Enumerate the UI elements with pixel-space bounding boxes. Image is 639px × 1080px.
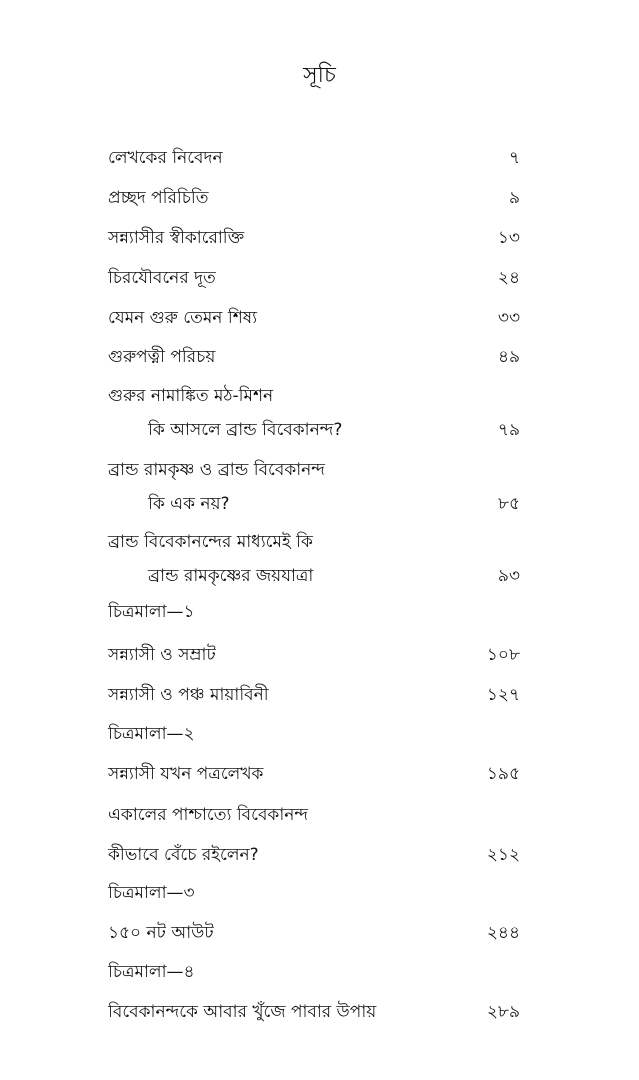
toc-entry <box>108 306 520 330</box>
toc-entry-page: ৭ <box>508 148 520 168</box>
toc-entry-page: ২৮৯ <box>486 1002 520 1022</box>
toc-entry-page: ২৪৪ <box>486 923 520 943</box>
toc-entry <box>108 266 520 290</box>
toc-entry-label: চিত্রমালা—৪ <box>108 962 195 982</box>
toc-entry-page: ৯ <box>508 188 520 208</box>
toc-entry-label: লেখকের নিবেদন <box>108 148 223 168</box>
toc-entry-label: ১৫০ নট আউট <box>108 923 214 943</box>
toc-entry <box>108 1000 520 1024</box>
toc-entry-label: প্রচ্ছদ পরিচিতি <box>108 188 209 208</box>
page-title: সূচি <box>303 63 336 88</box>
toc-entry-page: ৪৯ <box>497 347 520 367</box>
toc-entry-label: সন্ন্যাসী ও সম্রাট <box>108 645 216 665</box>
toc-entry-page: ৩৩ <box>497 308 520 328</box>
toc-entry <box>108 345 520 369</box>
toc-entry-label: ব্রান্ড বিবেকানন্দের মাধ্যমেই কি <box>108 532 313 552</box>
toc-entry-label: চিত্রমালা—১ <box>108 602 195 622</box>
toc-entry-label: বিবেকানন্দকে আবার খুঁজে পাবার উপায় <box>108 1002 377 1022</box>
toc-entry <box>108 643 520 667</box>
toc-entry-label: চিরযৌবনের দূত <box>108 268 216 288</box>
toc-entry-subtitle: কি এক নয়? <box>148 494 230 514</box>
toc-entry <box>108 600 520 624</box>
toc-entry-label: একালের পাশ্চাত্যে বিবেকানন্দ <box>108 805 309 825</box>
toc-entry-label: ব্রান্ড রামকৃষ্ণ ও ব্রান্ড বিবেকানন্দ <box>108 460 325 480</box>
toc-entry <box>108 384 520 442</box>
toc-entry <box>108 722 520 746</box>
toc-entry <box>108 762 520 786</box>
toc-entry-label: সন্ন্যাসী যখন পত্রলেখক <box>108 764 264 784</box>
toc-entry <box>108 530 520 588</box>
toc-entry <box>108 146 520 170</box>
toc-entry-page: ১৩ <box>497 228 520 248</box>
toc-entry <box>108 921 520 945</box>
toc-entry-label: চিত্রমালা—৩ <box>108 883 195 903</box>
toc-entry <box>108 226 520 250</box>
toc-entry-label: যেমন গুরু তেমন শিষ্য <box>108 308 258 328</box>
toc-entry-page: ৮৫ <box>497 494 520 514</box>
toc-entry-label: চিত্রমালা—২ <box>108 724 195 744</box>
toc-entry-subtitle: কি আসলে ব্রান্ড বিবেকানন্দ? <box>148 420 343 440</box>
toc-entry <box>108 843 520 867</box>
toc-entry <box>108 186 520 210</box>
toc-entry <box>108 683 520 707</box>
toc-entry-page: ৭৯ <box>497 420 520 440</box>
toc-entry-label: কীভাবে বেঁচে রইলেন? <box>108 845 259 865</box>
toc-entry-page: ১০৮ <box>486 645 520 665</box>
toc-entry-label: গুরুপত্নী পরিচয় <box>108 347 216 367</box>
toc-entry-page: ২১২ <box>486 845 520 865</box>
toc-entry <box>108 960 520 984</box>
toc-entry-label: সন্ন্যাসীর স্বীকারোক্তি <box>108 228 245 248</box>
toc-entry-page: ১২৭ <box>486 685 520 705</box>
toc-entry-subtitle: ব্রান্ড রামকৃষ্ণের জয়যাত্রা <box>148 566 314 586</box>
toc-entry-page: ৯৩ <box>497 566 520 586</box>
toc-entry-label: সন্ন্যাসী ও পঞ্চ মায়াবিনী <box>108 685 269 705</box>
toc-entry-label: গুরুর নামাঙ্কিত মঠ-মিশন <box>108 386 274 406</box>
toc-entry-page: ২৪ <box>497 268 520 288</box>
toc-entry <box>108 803 520 827</box>
toc-entry-page: ১৯৫ <box>486 764 520 784</box>
toc-entry <box>108 458 520 516</box>
toc-entry <box>108 881 520 905</box>
